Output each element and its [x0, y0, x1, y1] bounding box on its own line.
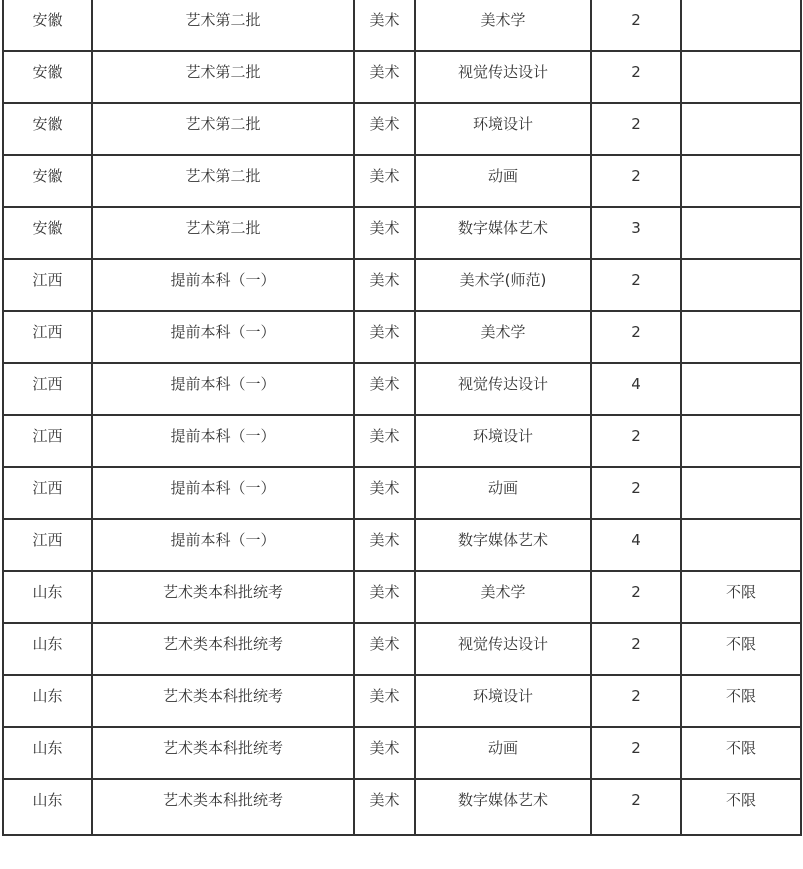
major-cell: 动画	[415, 467, 591, 519]
province-cell: 安徽	[3, 103, 92, 155]
category-cell: 美术	[354, 415, 415, 467]
batch-cell: 艺术类本科批统考	[92, 571, 354, 623]
table-row	[3, 51, 801, 103]
table-row	[3, 675, 801, 727]
requirement-cell	[681, 311, 801, 363]
province-cell: 江西	[3, 467, 92, 519]
province-cell: 安徽	[3, 155, 92, 207]
enrollment-plan-table	[2, 0, 802, 836]
quota-cell: 2	[591, 675, 681, 727]
batch-cell: 提前本科（一）	[92, 467, 354, 519]
requirement-cell: 不限	[681, 779, 801, 835]
major-cell: 美术学(师范)	[415, 259, 591, 311]
major-cell: 数字媒体艺术	[415, 779, 591, 835]
major-cell: 数字媒体艺术	[415, 207, 591, 259]
table-row	[3, 207, 801, 259]
province-cell: 安徽	[3, 0, 92, 51]
category-cell: 美术	[354, 155, 415, 207]
province-cell: 江西	[3, 519, 92, 571]
quota-cell: 4	[591, 519, 681, 571]
requirement-cell	[681, 415, 801, 467]
quota-cell: 2	[591, 51, 681, 103]
requirement-cell	[681, 51, 801, 103]
category-cell: 美术	[354, 519, 415, 571]
batch-cell: 提前本科（一）	[92, 519, 354, 571]
table-row	[3, 311, 801, 363]
quota-cell: 2	[591, 155, 681, 207]
batch-cell: 艺术第二批	[92, 207, 354, 259]
major-cell: 美术学	[415, 571, 591, 623]
major-cell: 环境设计	[415, 675, 591, 727]
quota-cell: 2	[591, 467, 681, 519]
category-cell: 美术	[354, 675, 415, 727]
requirement-cell: 不限	[681, 675, 801, 727]
province-cell: 山东	[3, 623, 92, 675]
table-row	[3, 415, 801, 467]
major-cell: 环境设计	[415, 103, 591, 155]
batch-cell: 艺术第二批	[92, 0, 354, 51]
province-cell: 江西	[3, 415, 92, 467]
major-cell: 动画	[415, 727, 591, 779]
table-row	[3, 363, 801, 415]
table-row	[3, 727, 801, 779]
category-cell: 美术	[354, 311, 415, 363]
requirement-cell: 不限	[681, 571, 801, 623]
table-row	[3, 155, 801, 207]
requirement-cell	[681, 363, 801, 415]
batch-cell: 艺术类本科批统考	[92, 779, 354, 835]
category-cell: 美术	[354, 103, 415, 155]
quota-cell: 2	[591, 623, 681, 675]
enrollment-table-container	[2, 0, 800, 836]
batch-cell: 艺术类本科批统考	[92, 675, 354, 727]
batch-cell: 艺术第二批	[92, 103, 354, 155]
quota-cell: 3	[591, 207, 681, 259]
table-row	[3, 467, 801, 519]
category-cell: 美术	[354, 259, 415, 311]
batch-cell: 艺术类本科批统考	[92, 623, 354, 675]
table-row	[3, 259, 801, 311]
quota-cell: 2	[591, 103, 681, 155]
batch-cell: 艺术第二批	[92, 155, 354, 207]
table-row	[3, 103, 801, 155]
province-cell: 山东	[3, 727, 92, 779]
batch-cell: 提前本科（一）	[92, 363, 354, 415]
table-row	[3, 571, 801, 623]
major-cell: 环境设计	[415, 415, 591, 467]
table-row	[3, 0, 801, 51]
quota-cell: 2	[591, 311, 681, 363]
requirement-cell	[681, 259, 801, 311]
quota-cell: 2	[591, 259, 681, 311]
major-cell: 美术学	[415, 0, 591, 51]
table-row	[3, 519, 801, 571]
province-cell: 山东	[3, 779, 92, 835]
major-cell: 视觉传达设计	[415, 51, 591, 103]
requirement-cell	[681, 207, 801, 259]
province-cell: 江西	[3, 259, 92, 311]
requirement-cell: 不限	[681, 727, 801, 779]
category-cell: 美术	[354, 363, 415, 415]
batch-cell: 提前本科（一）	[92, 311, 354, 363]
major-cell: 视觉传达设计	[415, 623, 591, 675]
batch-cell: 艺术类本科批统考	[92, 727, 354, 779]
batch-cell: 艺术第二批	[92, 51, 354, 103]
category-cell: 美术	[354, 571, 415, 623]
table-row	[3, 623, 801, 675]
quota-cell: 2	[591, 571, 681, 623]
requirement-cell	[681, 467, 801, 519]
province-cell: 安徽	[3, 51, 92, 103]
requirement-cell: 不限	[681, 623, 801, 675]
major-cell: 动画	[415, 155, 591, 207]
province-cell: 山东	[3, 571, 92, 623]
category-cell: 美术	[354, 0, 415, 51]
quota-cell: 2	[591, 415, 681, 467]
province-cell: 山东	[3, 675, 92, 727]
quota-cell: 2	[591, 0, 681, 51]
requirement-cell	[681, 519, 801, 571]
batch-cell: 提前本科（一）	[92, 415, 354, 467]
category-cell: 美术	[354, 207, 415, 259]
category-cell: 美术	[354, 779, 415, 835]
table-body	[3, 0, 801, 835]
category-cell: 美术	[354, 727, 415, 779]
province-cell: 江西	[3, 311, 92, 363]
major-cell: 美术学	[415, 311, 591, 363]
category-cell: 美术	[354, 623, 415, 675]
major-cell: 视觉传达设计	[415, 363, 591, 415]
requirement-cell	[681, 103, 801, 155]
batch-cell: 提前本科（一）	[92, 259, 354, 311]
quota-cell: 2	[591, 779, 681, 835]
category-cell: 美术	[354, 467, 415, 519]
major-cell: 数字媒体艺术	[415, 519, 591, 571]
table-row	[3, 779, 801, 835]
quota-cell: 2	[591, 727, 681, 779]
requirement-cell	[681, 0, 801, 51]
requirement-cell	[681, 155, 801, 207]
province-cell: 江西	[3, 363, 92, 415]
category-cell: 美术	[354, 51, 415, 103]
province-cell: 安徽	[3, 207, 92, 259]
quota-cell: 4	[591, 363, 681, 415]
